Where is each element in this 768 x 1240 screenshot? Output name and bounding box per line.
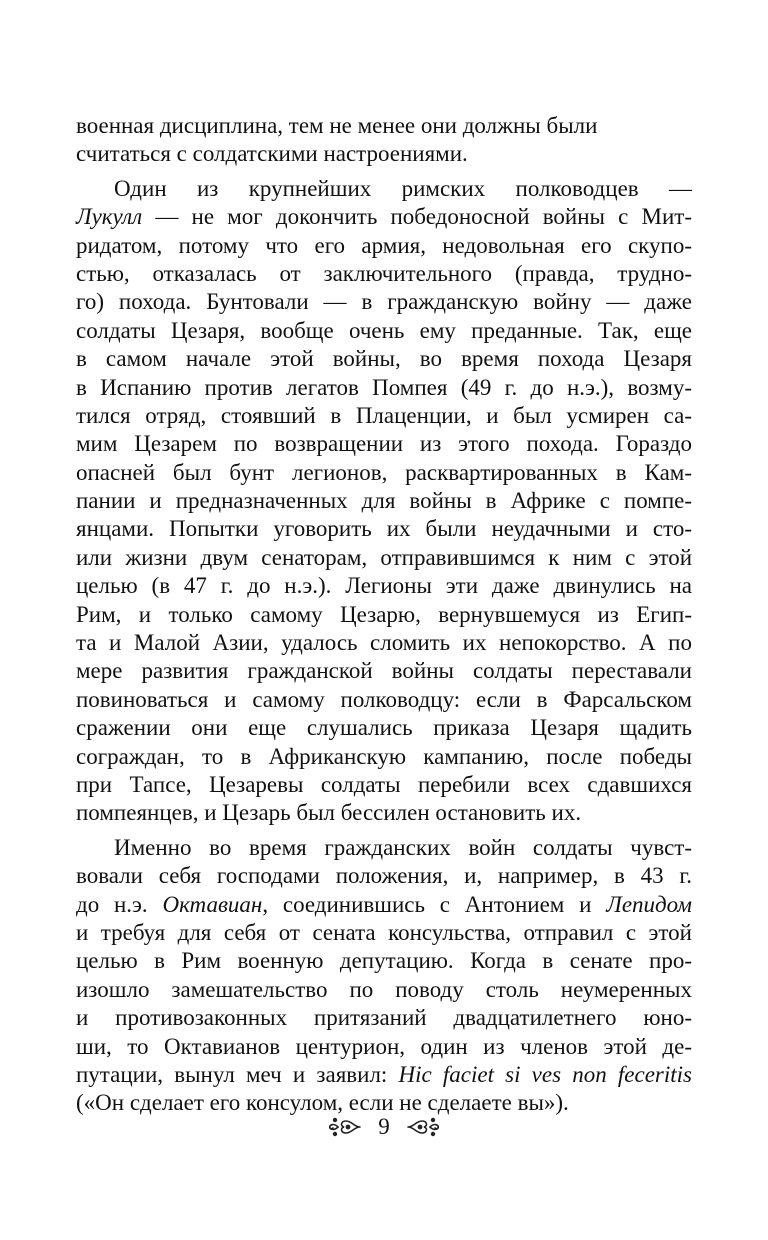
text-run: та и Малой Азии, удалось сломить их непокорство. А по: [76, 630, 692, 656]
text-line: [76, 714, 692, 742]
text-run: , соединившись с Антонием и: [262, 891, 607, 917]
text-line: [76, 175, 692, 203]
text-line: [76, 288, 692, 316]
page-footer: [0, 1107, 768, 1147]
text-run: го) похода. Бунтовали — в гражданскую войну — даже: [76, 289, 692, 315]
text-run: в Испанию против легатов Помпея (49 г. до н.э.), возму-: [76, 374, 692, 400]
page-body: [76, 112, 692, 1118]
text-run: янцами. Попытки уговорить их были неудачными и сто-: [76, 516, 692, 542]
text-run: сограждан, то в Африканскую кампанию, после победы: [76, 743, 692, 769]
text-line: [76, 430, 692, 458]
text-line: [76, 1004, 692, 1032]
text-line: [76, 374, 692, 402]
text-line: [76, 232, 692, 260]
text-line: [76, 402, 692, 430]
text-run: сражении они еще слушались приказа Цезаря щадить: [76, 715, 692, 741]
text-run: Один из крупнейших римских полководцев —: [114, 175, 692, 201]
text-line: [76, 771, 692, 799]
text-line: [76, 629, 692, 657]
text-line: [76, 317, 692, 345]
text-line: [76, 544, 692, 572]
italic-run: Лукулл: [76, 204, 143, 230]
text-line: [76, 834, 692, 862]
text-line: [76, 572, 692, 600]
text-run: мим Цезарем по возвращении из этого похода. Гораздо: [76, 431, 692, 457]
text-run: Именно во время гражданских войн солдаты чувст-: [114, 834, 692, 860]
text-line: [76, 112, 692, 140]
text-run: вовали себя господами положения, и, например, в 43 г.: [76, 863, 692, 889]
italic-run: Октавиан: [162, 891, 263, 917]
text-run: военная дисциплина, тем не менее они должны были: [76, 113, 598, 138]
text-line: [76, 203, 692, 231]
text-run: изошло замешательство по поводу столь неумеренных: [76, 976, 692, 1002]
text-line: [76, 515, 692, 543]
text-line: [76, 601, 692, 629]
text-line: [76, 976, 692, 1004]
text-line: [76, 1033, 692, 1061]
text-run: в самом начале этой войны, во время похода Цезаря: [76, 346, 692, 372]
text-run: и требуя для себя от сената консульства, отправил с этой: [76, 919, 692, 945]
text-line: [76, 919, 692, 947]
text-run: повиноваться и самому полководцу: если в Фарсальском: [76, 686, 692, 712]
text-run: («Он сделает его консулом, если не сделаете вы»).: [76, 1090, 569, 1116]
text-line: [76, 459, 692, 487]
text-line: [76, 799, 692, 827]
text-line: [76, 487, 692, 515]
text-run: и противозаконных притязаний двадцатилетнего юно-: [76, 1005, 692, 1031]
page-number: 9: [378, 1114, 390, 1139]
text-run: путации, вынул меч и заявил:: [76, 1061, 399, 1087]
text-line: [76, 947, 692, 975]
text-line: [76, 686, 692, 714]
text-run: помпеянцев, и Цезарь был бессилен остановить их.: [76, 800, 582, 826]
text-run: — не мог докончить победоносной войны с Мит-: [142, 204, 692, 230]
text-run: ридатом, потому что его армия, недовольная его скупо-: [76, 232, 692, 258]
italic-run: Лепидом: [606, 891, 692, 917]
text-run: при Тапсе, Цезаревы солдаты перебили всех сдавшихся: [76, 771, 692, 797]
text-run: ши, то Октавианов центурион, один из членов этой де-: [76, 1033, 692, 1059]
text-run: стью, отказалась от заключительного (правда, трудно-: [76, 260, 692, 286]
fleuron-right-icon: [406, 1115, 442, 1139]
text-run: целью в Рим военную депутацию. Когда в сенате про-: [76, 948, 692, 974]
text-run: мере развития гражданской войны солдаты переставали: [76, 658, 692, 684]
text-run: до н.э.: [76, 891, 163, 917]
text-run: Рим, и только самому Цезарю, вернувшемуся из Егип-: [76, 601, 692, 627]
text-line: [76, 1061, 692, 1089]
text-run: целью (в 47 г. до н.э.). Легионы эти даже двинулись на: [76, 573, 692, 599]
text-run: опасней был бунт легионов, расквартированных в Кам-: [76, 459, 692, 485]
text-line: [76, 743, 692, 771]
text-run: тился отряд, стоявший в Плаценции, и был усмирен са-: [76, 402, 692, 428]
text-line: [76, 891, 692, 919]
fleuron-left-icon: [326, 1115, 362, 1139]
text-line: [76, 345, 692, 373]
text-run: считаться с солдатскими настроениями.: [76, 141, 468, 167]
text-line: [76, 260, 692, 288]
text-run: пании и предназначенных для войны в Африке с помпе-: [76, 488, 692, 514]
text-run: или жизни двум сенаторам, отправившимся к ним с этой: [76, 544, 692, 570]
text-run: солдаты Цезаря, вообще очень ему преданные. Так, еще: [76, 317, 692, 343]
text-line: [76, 657, 692, 685]
text-line: [76, 862, 692, 890]
text-line: [76, 140, 692, 168]
italic-run: Hic faciet si ves non feceritis: [398, 1061, 692, 1087]
